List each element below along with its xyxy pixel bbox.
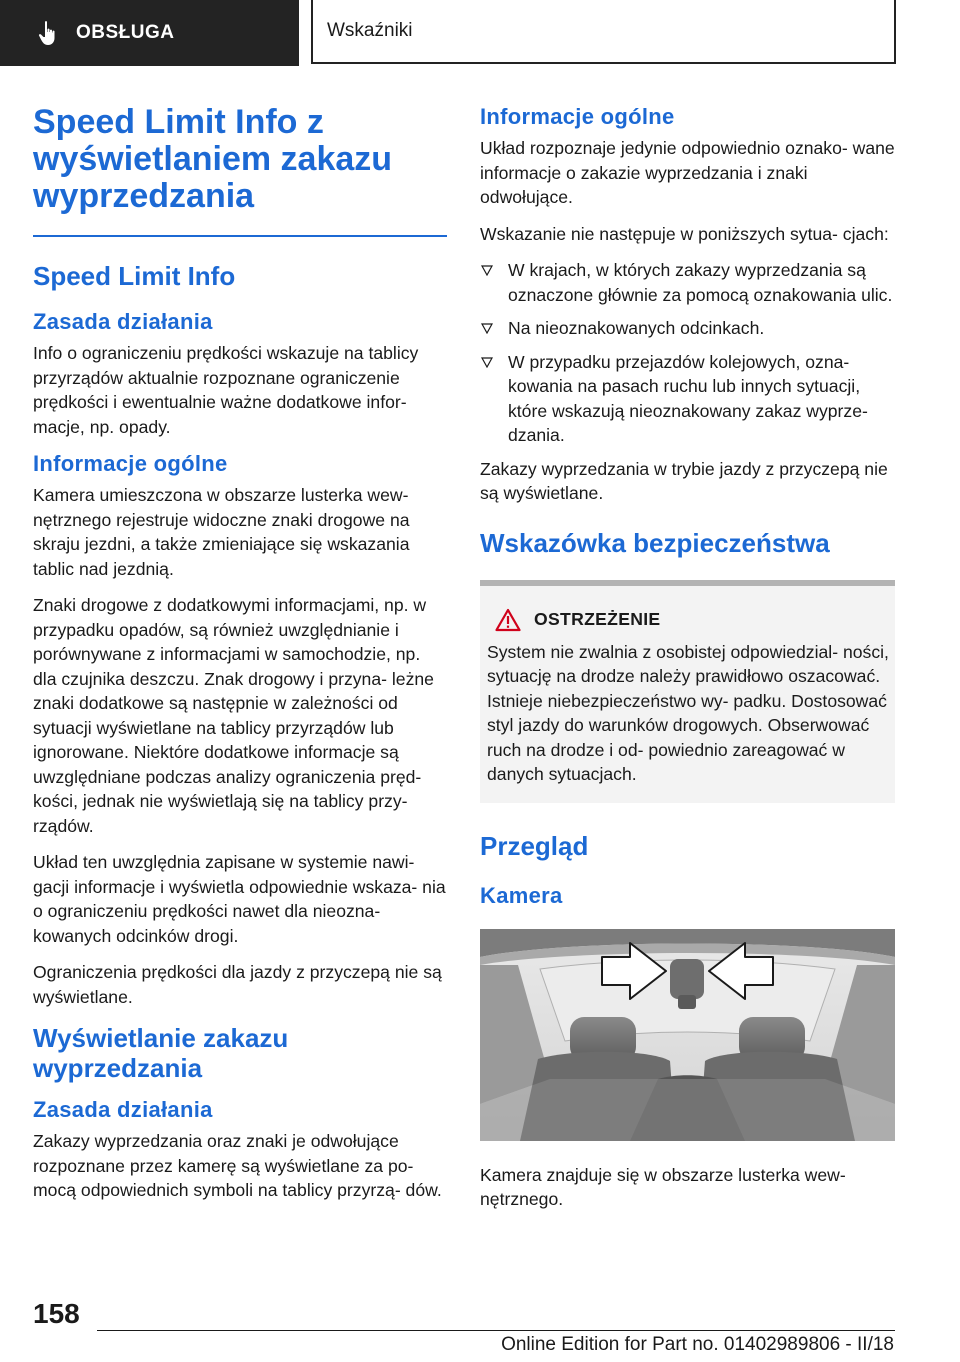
camera-location-photo xyxy=(480,929,895,1141)
list-item-text: W przypadku przejazdów kolejowych, ozna- kowania na pasach ruchu lub innych sytuacji, które wskazują nieoznakowany zakaz wyprze- dzania. xyxy=(508,351,868,445)
heading-general-info-no-passing: Informacje ogólne xyxy=(480,104,675,129)
triangle-bullet-icon xyxy=(481,265,493,276)
paragraph-navigation-data: Układ ten uwzględnia zapisane w systemie nawi- gacji informacje i wyświetla odpowiednie wskaza- nia o ograniczeniu prędkości nawet dla nieozna- kowanych odcinków drogi. xyxy=(33,852,446,946)
paragraph-trailer-mode: Ograniczenia prędkości dla jazdy z przyczepą nie są wyświetlane. xyxy=(33,962,442,1007)
heading-camera: Kamera xyxy=(480,882,563,908)
title-divider xyxy=(33,235,447,237)
warning-header xyxy=(487,608,889,632)
section-tab[interactable] xyxy=(0,0,299,66)
heading-safety-note: Wskazówka bezpieczeństwa xyxy=(480,527,830,558)
paragraph-camera-detection: Kamera umieszczona w obszarze lusterka wew- nętrznego rejestruje widoczne znaki drogowe na skraju jezdni, a także zmieniające się wskazania tablic nad jezdnią. xyxy=(33,485,410,579)
list-item-text: W krajach, w których zakazy wyprzedzania są oznaczone głównie za pomocą oznakowania ulic. xyxy=(508,260,893,305)
footer-divider xyxy=(97,1330,895,1331)
heading-principle: Zasada działania xyxy=(33,309,213,334)
left-column xyxy=(33,100,447,1215)
list-item-text: Na nieoznakowanych odcinkach. xyxy=(508,318,765,338)
paragraph-trailer-no-passing: Zakazy wyprzedzania w trybie jazdy z przyczepą nie są wyświetlane. xyxy=(480,458,888,503)
footer-edition: Online Edition for Part no. 01402989806 - II/18 xyxy=(501,1334,894,1355)
chapter-tab-label: Wskaźniki xyxy=(327,20,413,41)
chapter-tab[interactable] xyxy=(311,0,896,64)
heading-no-passing-display: Wyświetlanie zakazu wyprzedzania xyxy=(33,1023,289,1083)
triangle-bullet-icon xyxy=(481,357,493,368)
right-column xyxy=(480,104,895,1224)
triangle-bullet-icon xyxy=(481,323,493,334)
not-displayed-list xyxy=(480,258,895,448)
warning-box xyxy=(480,580,895,803)
top-header xyxy=(0,0,960,66)
heading-overview: Przegląd xyxy=(480,830,589,861)
list-item xyxy=(480,258,895,307)
heading-principle-no-passing: Zasada działania xyxy=(33,1097,213,1122)
page-number: 158 xyxy=(33,1298,80,1329)
warning-title: OSTRZEŻENIE xyxy=(534,609,661,629)
heading-speed-limit-info: Speed Limit Info xyxy=(33,261,236,291)
page-title: Speed Limit Info z wyświetlaniem zakazu wyprzedzania xyxy=(33,103,393,215)
paragraph-additional-signs: Znaki drogowe z dodatkowymi informacjami, np. w przypadku opadów, są również uwzględnianie i porównywane z informacjami w samochodzie, np. dla czujnika deszczu. Znak drogowy i przyna- leżne znaki dodatkowe są następnie w zależności od sytuacji wyświetlane na tablicy przyrządów lub ignorowane. Niektóre dodatkowe informacje są uwzględniane podczas analizy ograniczenia pręd- kości, jednak nie wyświetlają się na tablicy przy- rządów. xyxy=(33,595,434,836)
paragraph-principle: Info o ograniczeniu prędkości wskazuje na tablicy przyrządów aktualnie rozpoznane ograniczenie prędkości i ewentualnie ważne dodatkowe infor- macje, np. opady. xyxy=(33,343,419,437)
list-item xyxy=(480,350,895,448)
warning-text: System nie zwalnia z osobistej odpowiedzial- ności, sytuację na drodze należy prawidłowo oszacować. Istnieje niebezpieczeństwo wy- padku. Dostosować styl jazdy do warunków drogowych. Obserwować ruch na drodze i od- powiednio zareagować w danych sytuacjach. xyxy=(487,641,889,784)
section-tab-label: OBSŁUGA xyxy=(76,22,175,43)
warning-triangle-icon xyxy=(495,608,521,632)
paragraph-camera-location: Kamera znajduje się w obszarze lusterka wew- nętrznego. xyxy=(480,1164,846,1209)
paragraph-not-displayed-intro: Wskazanie nie następuje w poniższych sytua- cjach: xyxy=(480,223,889,244)
hand-pointer-icon xyxy=(38,20,62,46)
heading-general-info: Informacje ogólne xyxy=(33,451,228,476)
paragraph-recognition-scope: Układ rozpoznaje jedynie odpowiednio oznako- wane informacje o zakazie wyprzedzania i znaki odwołujące. xyxy=(480,138,895,207)
list-item xyxy=(480,316,895,341)
paragraph-principle-no-passing: Zakazy wyprzedzania oraz znaki je odwołujące rozpoznane przez kamerę są wyświetlane za po- mocą odpowiednich symboli na tablicy przyrzą- dów. xyxy=(33,1131,442,1200)
